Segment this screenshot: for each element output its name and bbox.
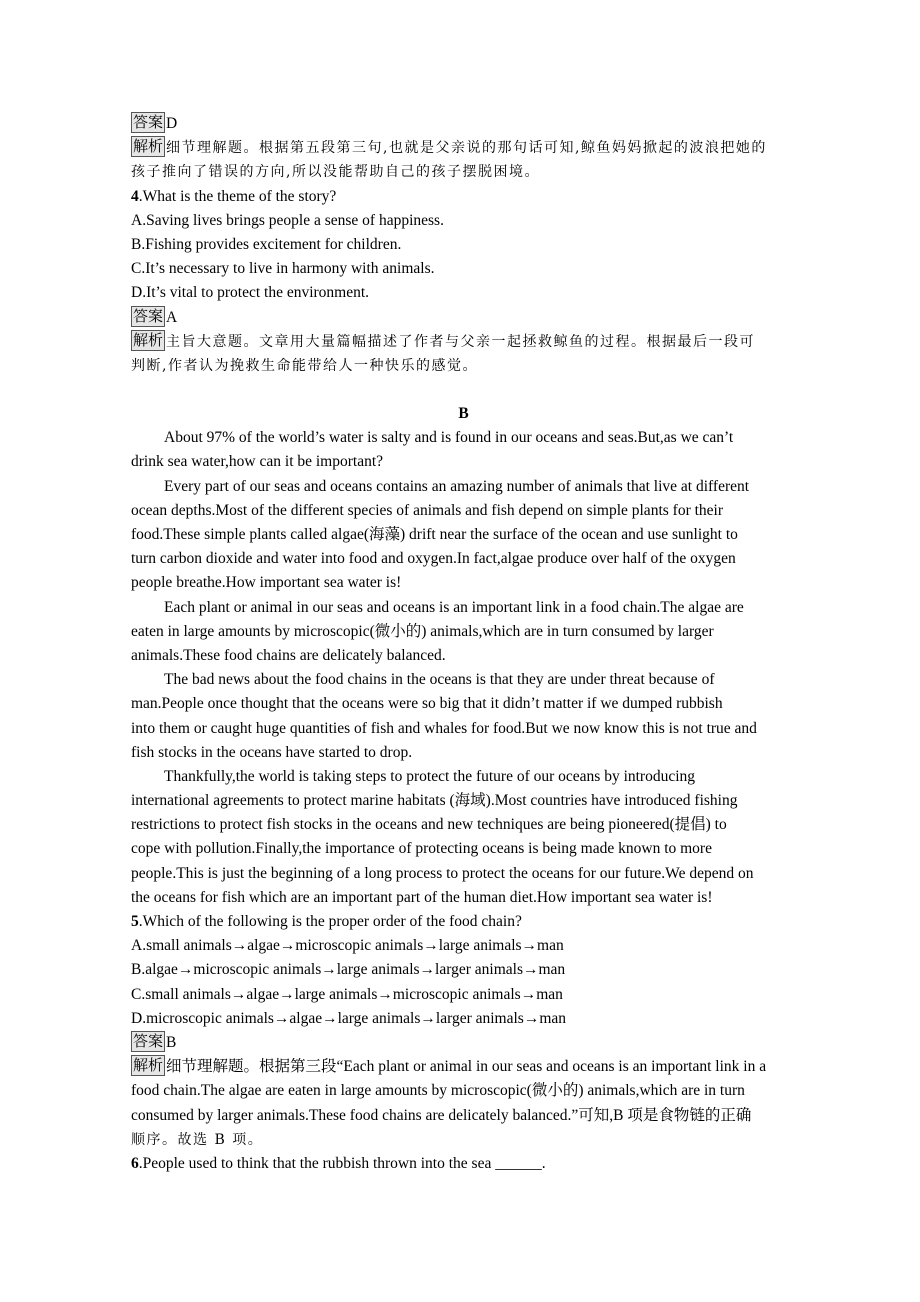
analysis-tag: 解析 xyxy=(133,1056,164,1075)
analysis-text: 主旨大意题。文章用大量篇幅描述了作者与父亲一起拯救鲸鱼的过程。根据最后一段可 xyxy=(166,333,756,350)
analysis-text: 细节理解题。根据第五段第三句,也就是父亲说的那句话可知,鲸鱼妈妈掀起的波浪把她的 xyxy=(166,140,767,157)
answer-option: C.small animals→algae→large animals→microscopic animals→man xyxy=(131,985,563,1003)
analysis-line xyxy=(131,354,796,378)
analysis-line xyxy=(131,1079,796,1103)
passage-line: About 97% of the world’s water is salty and is found in our oceans and seas.But,as we can’t xyxy=(164,429,734,447)
answer-value: B xyxy=(166,1033,177,1051)
passage-line: ocean depths.Most of the different species of animals and fish depend on simple plants for their xyxy=(131,501,724,519)
analysis-text: 判断,作者认为挽救生命能带给人一种快乐的感觉。 xyxy=(131,357,478,374)
answer-tag: 答案 xyxy=(133,113,164,131)
passage-line: turn carbon dioxide and water into food and oxygen.In fact,algae produce over half of the oxygen xyxy=(131,550,736,568)
question-text: .What is the theme of the story? xyxy=(138,187,337,205)
passage-line: man.People once thought that the oceans were so big that it didn’t matter if we dumped rubbish xyxy=(131,695,723,713)
answer-value: A xyxy=(166,308,178,326)
answer-line xyxy=(131,306,796,330)
question xyxy=(131,910,796,934)
analysis-tag: 解析 xyxy=(133,330,164,349)
analysis-line xyxy=(131,160,796,184)
question-number: 5 xyxy=(131,913,139,930)
analysis-text: food chain.The algae are eaten in large amounts by microscopic(微小的) animals,which are in turn xyxy=(131,1082,745,1100)
answer-option: C.It’s necessary to live in harmony with animals. xyxy=(131,260,435,278)
analysis-line xyxy=(131,330,796,354)
passage-line: Every part of our seas and oceans contains an amazing number of animals that live at different xyxy=(164,477,750,495)
answer-tag: 答案 xyxy=(133,1031,164,1050)
analysis-text: 孩子推向了错误的方向,所以没能帮助自己的孩子摆脱困境。 xyxy=(131,164,540,181)
answer-line xyxy=(131,112,796,136)
answer-option: A.small animals→algae→microscopic animals→large animals→man xyxy=(131,937,564,955)
passage-line: people breathe.How important sea water is! xyxy=(131,574,402,592)
analysis-text: 细节理解题。根据第三段“Each plant or animal in our seas and oceans is an important link in a xyxy=(166,1058,767,1076)
analysis-tag: 解析 xyxy=(133,137,164,156)
passage-line: cope with pollution.Finally,the importance of protecting oceans is being made known to more xyxy=(131,840,712,858)
passage-line: the oceans for fish which are an important part of the human diet.How important sea water is! xyxy=(131,888,713,906)
answer-option: B.algae→microscopic animals→large animals→larger animals→man xyxy=(131,961,566,979)
passage-line: Each plant or animal in our seas and oceans is an important link in a food chain.The algae are xyxy=(164,598,744,616)
passage-line: animals.These food chains are delicately balanced. xyxy=(131,646,446,664)
question-number: 6 xyxy=(131,1154,139,1172)
analysis-text: consumed by larger animals.These food chains are delicately balanced.”可知,B 项是食物链的正确 xyxy=(131,1106,752,1124)
passage-line: fish stocks in the oceans have started to drop. xyxy=(131,743,413,761)
section-heading: B xyxy=(458,405,469,423)
analysis-line xyxy=(131,136,796,160)
answer-tag: 答案 xyxy=(133,306,164,325)
passage-line: into them or caught huge quantities of fish and whales for food.But we now know this is not true and xyxy=(131,719,757,737)
analysis-line xyxy=(131,1128,796,1152)
passage-line: people.This is just the beginning of a long process to protect the oceans for our future.We depend on xyxy=(131,864,754,882)
analysis-line xyxy=(131,1104,796,1128)
question xyxy=(131,185,796,209)
passage-line: Thankfully,the world is taking steps to protect the future of our oceans by introducing xyxy=(164,767,696,785)
passage-line: restrictions to protect fish stocks in the oceans and new techniques are being pioneered(提倡) to xyxy=(131,816,727,834)
question-text: .Which of the following is the proper order of the food chain? xyxy=(138,913,522,930)
question xyxy=(131,1152,796,1176)
analysis-line xyxy=(131,1055,796,1079)
document-page xyxy=(131,112,796,1176)
passage-line: international agreements to protect marine habitats (海域).Most countries have introduced fishing xyxy=(131,792,738,810)
passage-line: eaten in large amounts by microscopic(微小的) animals,which are in turn consumed by larger xyxy=(131,622,714,640)
answer-option: A.Saving lives brings people a sense of happiness. xyxy=(131,211,444,229)
answer-option: D.microscopic animals→algae→large animals→larger animals→man xyxy=(131,1009,567,1027)
passage-line: drink sea water,how can it be important? xyxy=(131,453,384,471)
answer-option: D.It’s vital to protect the environment. xyxy=(131,284,370,302)
analysis-text: 顺序。故选 B 项。 xyxy=(131,1131,264,1148)
passage-line: The bad news about the food chains in the oceans is that they are under threat because of xyxy=(164,671,715,689)
passage-line: food.These simple plants called algae(海藻) drift near the surface of the ocean and use sunlight to xyxy=(131,526,738,543)
answer-value: D xyxy=(166,115,178,132)
question-text: .People used to think that the rubbish thrown into the sea ______. xyxy=(138,1154,546,1172)
question-number: 4 xyxy=(131,187,139,205)
answer-line xyxy=(131,1031,796,1055)
answer-option: B.Fishing provides excitement for children. xyxy=(131,235,402,253)
